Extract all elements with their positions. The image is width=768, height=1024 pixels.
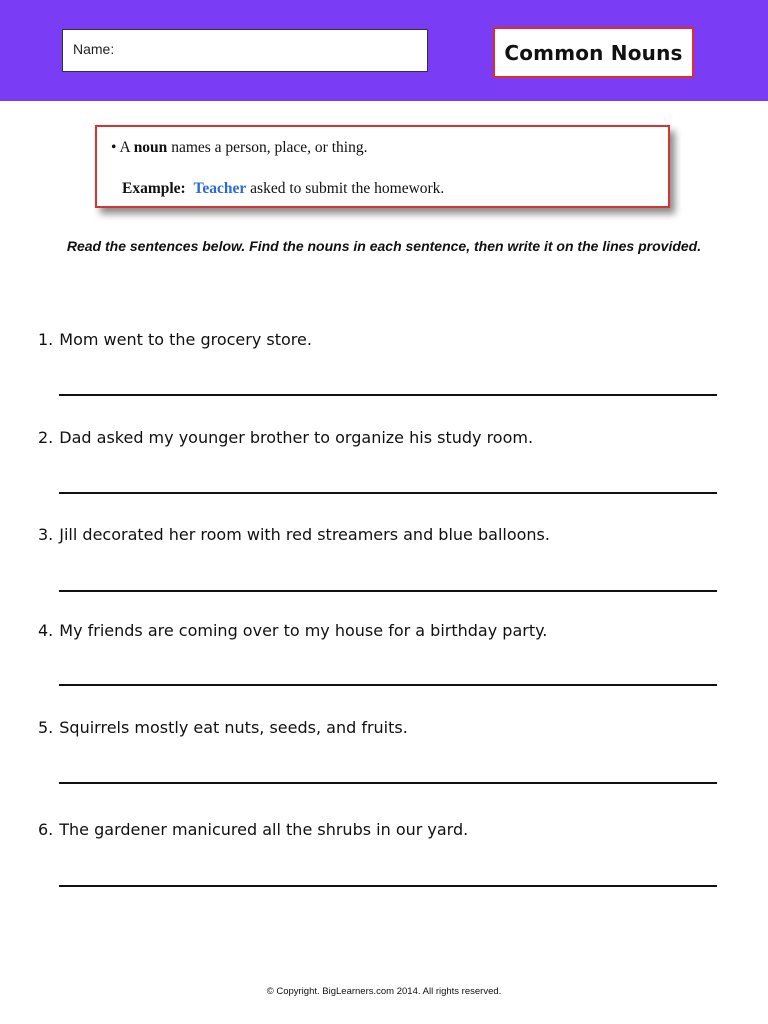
definition-prefix: A [119,139,130,156]
answer-line-3[interactable] [59,590,717,592]
bullet: • [111,139,117,156]
question-number: 6. [38,820,54,839]
example-rest: asked to submit the homework. [250,180,445,197]
name-label: Name: [73,41,115,57]
definition-rest: names a person, place, or thing. [171,139,368,156]
example-word: Teacher [193,180,247,197]
answer-line-5[interactable] [59,782,717,784]
answer-line-6[interactable] [59,885,717,887]
question-2 [38,428,533,447]
question-1 [38,330,312,349]
copyright-footer: © Copyright. BigLearners.com 2014. All rights reserved. [266,986,502,997]
question-5 [38,718,408,737]
definition-keyword: noun [133,139,168,156]
question-3 [38,525,550,544]
instructions: Read the sentences below. Find the nouns in each sentence, then write it on the lines provided. [66,238,702,254]
question-6 [38,820,468,839]
question-number: 3. [38,525,54,544]
question-4 [38,621,547,640]
answer-line-2[interactable] [59,492,717,494]
page-title: Common Nouns [504,40,683,65]
question-number: 5. [38,718,54,737]
question-number: 1. [38,330,54,349]
question-text: Dad asked my younger brother to organize his study room. [59,428,534,447]
question-number: 2. [38,428,54,447]
example-label: Example: [122,180,186,197]
question-text: The gardener manicured all the shrubs in our yard. [59,820,469,839]
answer-line-4[interactable] [59,684,717,686]
question-number: 4. [38,621,54,640]
question-text: Squirrels mostly eat nuts, seeds, and fruits. [59,718,408,737]
answer-line-1[interactable] [59,394,717,396]
question-text: My friends are coming over to my house for a birthday party. [59,621,548,640]
question-text: Mom went to the grocery store. [59,330,312,349]
question-text: Jill decorated her room with red streamers and blue balloons. [59,525,550,544]
